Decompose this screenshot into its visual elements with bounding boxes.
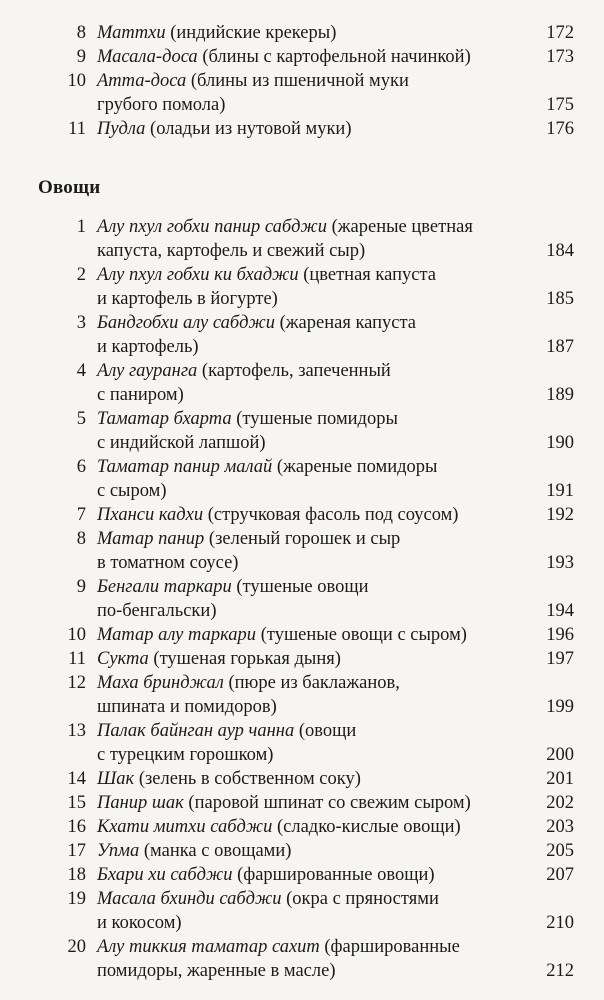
entry-line [97, 407, 517, 431]
dish-title: Кхати митхи сабджи [97, 817, 273, 837]
dish-description: (индийские крекеры) [165, 23, 337, 43]
dish-description: (паровой шпинат со свежим сыром) [183, 793, 471, 813]
entry-text [97, 791, 517, 815]
entry-text [97, 815, 517, 839]
dish-title: Пханси кадхи [97, 505, 204, 525]
entry-number: 16 [67, 817, 86, 837]
entry-line [97, 69, 517, 93]
dish-title: Таматар панир малай [97, 457, 273, 477]
entry-line [97, 93, 517, 117]
entry-text [97, 671, 517, 719]
dish-description: (фаршированные [319, 937, 460, 957]
dish-description: (зеленый горошек и сыр [204, 529, 401, 549]
entry-number: 1 [76, 217, 86, 237]
entry-number: 18 [67, 865, 86, 885]
dish-title: Алу пхул гобхи панир сабджи [97, 217, 327, 237]
entry-number: 6 [76, 457, 86, 477]
entry-text [97, 887, 517, 935]
entry-text [97, 359, 517, 407]
dish-description: помидоры, жаренные в масле) [97, 961, 336, 981]
entry-line [97, 239, 517, 263]
dish-description: (жареные цветная [326, 217, 473, 237]
page-number: 210 [546, 913, 574, 933]
entry-line [97, 455, 517, 479]
page-number: 200 [546, 745, 574, 765]
entry-number: 5 [76, 409, 86, 429]
dish-title: Масала бхинди сабджи [97, 889, 282, 909]
entry-line [97, 911, 517, 935]
entry-line [97, 767, 517, 791]
entry-line [97, 887, 517, 911]
entry-line [97, 671, 517, 695]
entry-line [97, 527, 517, 551]
entry-number: 15 [67, 793, 86, 813]
entry-line [97, 431, 517, 455]
entry-text [97, 935, 517, 983]
dish-description: и картофель) [97, 337, 199, 357]
dish-description: грубого помола) [97, 95, 226, 115]
entry-line [97, 623, 517, 647]
dish-title: Шак [97, 769, 135, 789]
page-number: 194 [546, 601, 574, 621]
entry-number: 9 [76, 47, 86, 67]
entry-text [97, 21, 517, 45]
dish-title: Матар алу таркари [97, 625, 257, 645]
entry-text [97, 767, 517, 791]
entry-text [97, 69, 517, 117]
entry-line [97, 599, 517, 623]
page-number: 202 [546, 793, 574, 813]
entry-line [97, 215, 517, 239]
entry-line [97, 359, 517, 383]
page-number: 191 [546, 481, 574, 501]
entry-line [97, 551, 517, 575]
dish-title: Масала-доса [97, 47, 198, 67]
page-number: 187 [546, 337, 574, 357]
entry-number: 9 [76, 577, 86, 597]
entry-line [97, 311, 517, 335]
dish-title: Алу гауранга [97, 361, 198, 381]
dish-title: Атта-доса [97, 71, 187, 91]
page-number: 205 [546, 841, 574, 861]
dish-description: (овощи [294, 721, 357, 741]
entry-number: 8 [76, 23, 86, 43]
dish-title: Бхари хи сабджи [97, 865, 233, 885]
dish-title: Бенгали таркари [97, 577, 232, 597]
dish-title: Сукта [97, 649, 149, 669]
entry-number: 3 [76, 313, 86, 333]
entry-text [97, 117, 517, 141]
dish-description: с паниром) [97, 385, 184, 405]
entry-number: 14 [67, 769, 86, 789]
entry-text [97, 311, 517, 359]
dish-description: (окра с пряностями [281, 889, 439, 909]
entry-text [97, 575, 517, 623]
page-number: 196 [546, 625, 574, 645]
dish-title: Алу тиккия таматар сахит [97, 937, 320, 957]
entry-line [97, 575, 517, 599]
dish-title: Таматар бхарта [97, 409, 232, 429]
page-number: 192 [546, 505, 574, 525]
entry-number: 2 [76, 265, 86, 285]
entry-line [97, 45, 517, 69]
entry-text [97, 719, 517, 767]
dish-description: и кокосом) [97, 913, 182, 933]
dish-description: с турецким горошком) [97, 745, 274, 765]
entry-text [97, 647, 517, 671]
page-number: 199 [546, 697, 574, 717]
dish-description: по-бенгальски) [97, 601, 217, 621]
entry-number: 19 [67, 889, 86, 909]
entry-line [97, 503, 517, 527]
dish-description: (зелень в собственном соку) [134, 769, 361, 789]
entry-number: 7 [76, 505, 86, 525]
dish-title: Маха бринджал [97, 673, 224, 693]
entry-number: 10 [67, 625, 86, 645]
dish-title: Алу пхул гобхи ки бхаджи [97, 265, 299, 285]
dish-description: в томатном соусе) [97, 553, 239, 573]
dish-description: (жареная капуста [274, 313, 417, 333]
entry-number: 8 [76, 529, 86, 549]
page-number: 176 [546, 119, 574, 139]
section-heading: Овощи [38, 177, 101, 198]
dish-description: (стручковая фасоль под соусом) [203, 505, 459, 525]
page-number: 173 [546, 47, 574, 67]
dish-description: (тушеные овощи с сыром) [256, 625, 467, 645]
entry-line [97, 263, 517, 287]
entry-text [97, 215, 517, 263]
entry-line [97, 383, 517, 407]
dish-description: (фаршированные овощи) [232, 865, 435, 885]
page-number: 212 [546, 961, 574, 981]
dish-description: капуста, картофель и свежий сыр) [97, 241, 366, 261]
page-number: 172 [546, 23, 574, 43]
entry-line [97, 863, 517, 887]
page-number: 201 [546, 769, 574, 789]
entry-line [97, 815, 517, 839]
entry-line [97, 719, 517, 743]
dish-description: с сыром) [97, 481, 167, 501]
entry-number: 10 [67, 71, 86, 91]
entry-text [97, 527, 517, 575]
page-number: 207 [546, 865, 574, 885]
entry-text [97, 863, 517, 887]
dish-description: шпината и помидоров) [97, 697, 277, 717]
page-number: 189 [546, 385, 574, 405]
page-number: 184 [546, 241, 574, 261]
dish-description: (тушеная горькая дыня) [148, 649, 341, 669]
entry-line [97, 335, 517, 359]
page-number: 175 [546, 95, 574, 115]
dish-description: с индийской лапшой) [97, 433, 266, 453]
entry-text [97, 45, 517, 69]
entry-text [97, 455, 517, 503]
dish-title: Матар панир [97, 529, 205, 549]
dish-description: (тушеные овощи [231, 577, 369, 597]
entry-number: 11 [68, 119, 86, 139]
entry-line [97, 479, 517, 503]
entry-line [97, 287, 517, 311]
entry-number: 4 [76, 361, 86, 381]
dish-description: (блины из пшеничной муки [186, 71, 409, 91]
entry-number: 11 [68, 649, 86, 669]
page-number: 203 [546, 817, 574, 837]
dish-description: (оладьи из нутовой муки) [145, 119, 352, 139]
dish-title: Маттхи [97, 23, 166, 43]
entry-text [97, 623, 517, 647]
dish-description: (тушеные помидоры [231, 409, 398, 429]
dish-description: (картофель, запеченный [197, 361, 391, 381]
dish-description: (жареные помидоры [272, 457, 438, 477]
dish-title: Панир шак [97, 793, 184, 813]
entry-line [97, 647, 517, 671]
entry-line [97, 743, 517, 767]
page-number: 190 [546, 433, 574, 453]
entry-number: 17 [67, 841, 86, 861]
dish-description: (блины с картофельной начинкой) [197, 47, 471, 67]
entry-line [97, 695, 517, 719]
dish-description: (пюре из баклажанов, [223, 673, 400, 693]
entry-line [97, 839, 517, 863]
entry-text [97, 263, 517, 311]
dish-description: (цветная капуста [298, 265, 436, 285]
entry-line [97, 935, 517, 959]
entry-text [97, 839, 517, 863]
page-number: 185 [546, 289, 574, 309]
dish-description: и картофель в йогурте) [97, 289, 278, 309]
entry-line [97, 21, 517, 45]
entry-line [97, 959, 517, 983]
entry-number: 20 [67, 937, 86, 957]
entry-text [97, 407, 517, 455]
dish-title: Бандгобхи алу сабджи [97, 313, 275, 333]
entry-line [97, 791, 517, 815]
entry-number: 13 [67, 721, 86, 741]
dish-title: Упма [97, 841, 140, 861]
dish-description: (манка с овощами) [139, 841, 292, 861]
entry-line [97, 117, 517, 141]
page-number: 193 [546, 553, 574, 573]
dish-title: Пудла [97, 119, 146, 139]
page-number: 197 [546, 649, 574, 669]
entry-text [97, 503, 517, 527]
entry-number: 12 [67, 673, 86, 693]
dish-description: (сладко-кислые овощи) [272, 817, 461, 837]
dish-title: Палак байнган аур чанна [97, 721, 295, 741]
